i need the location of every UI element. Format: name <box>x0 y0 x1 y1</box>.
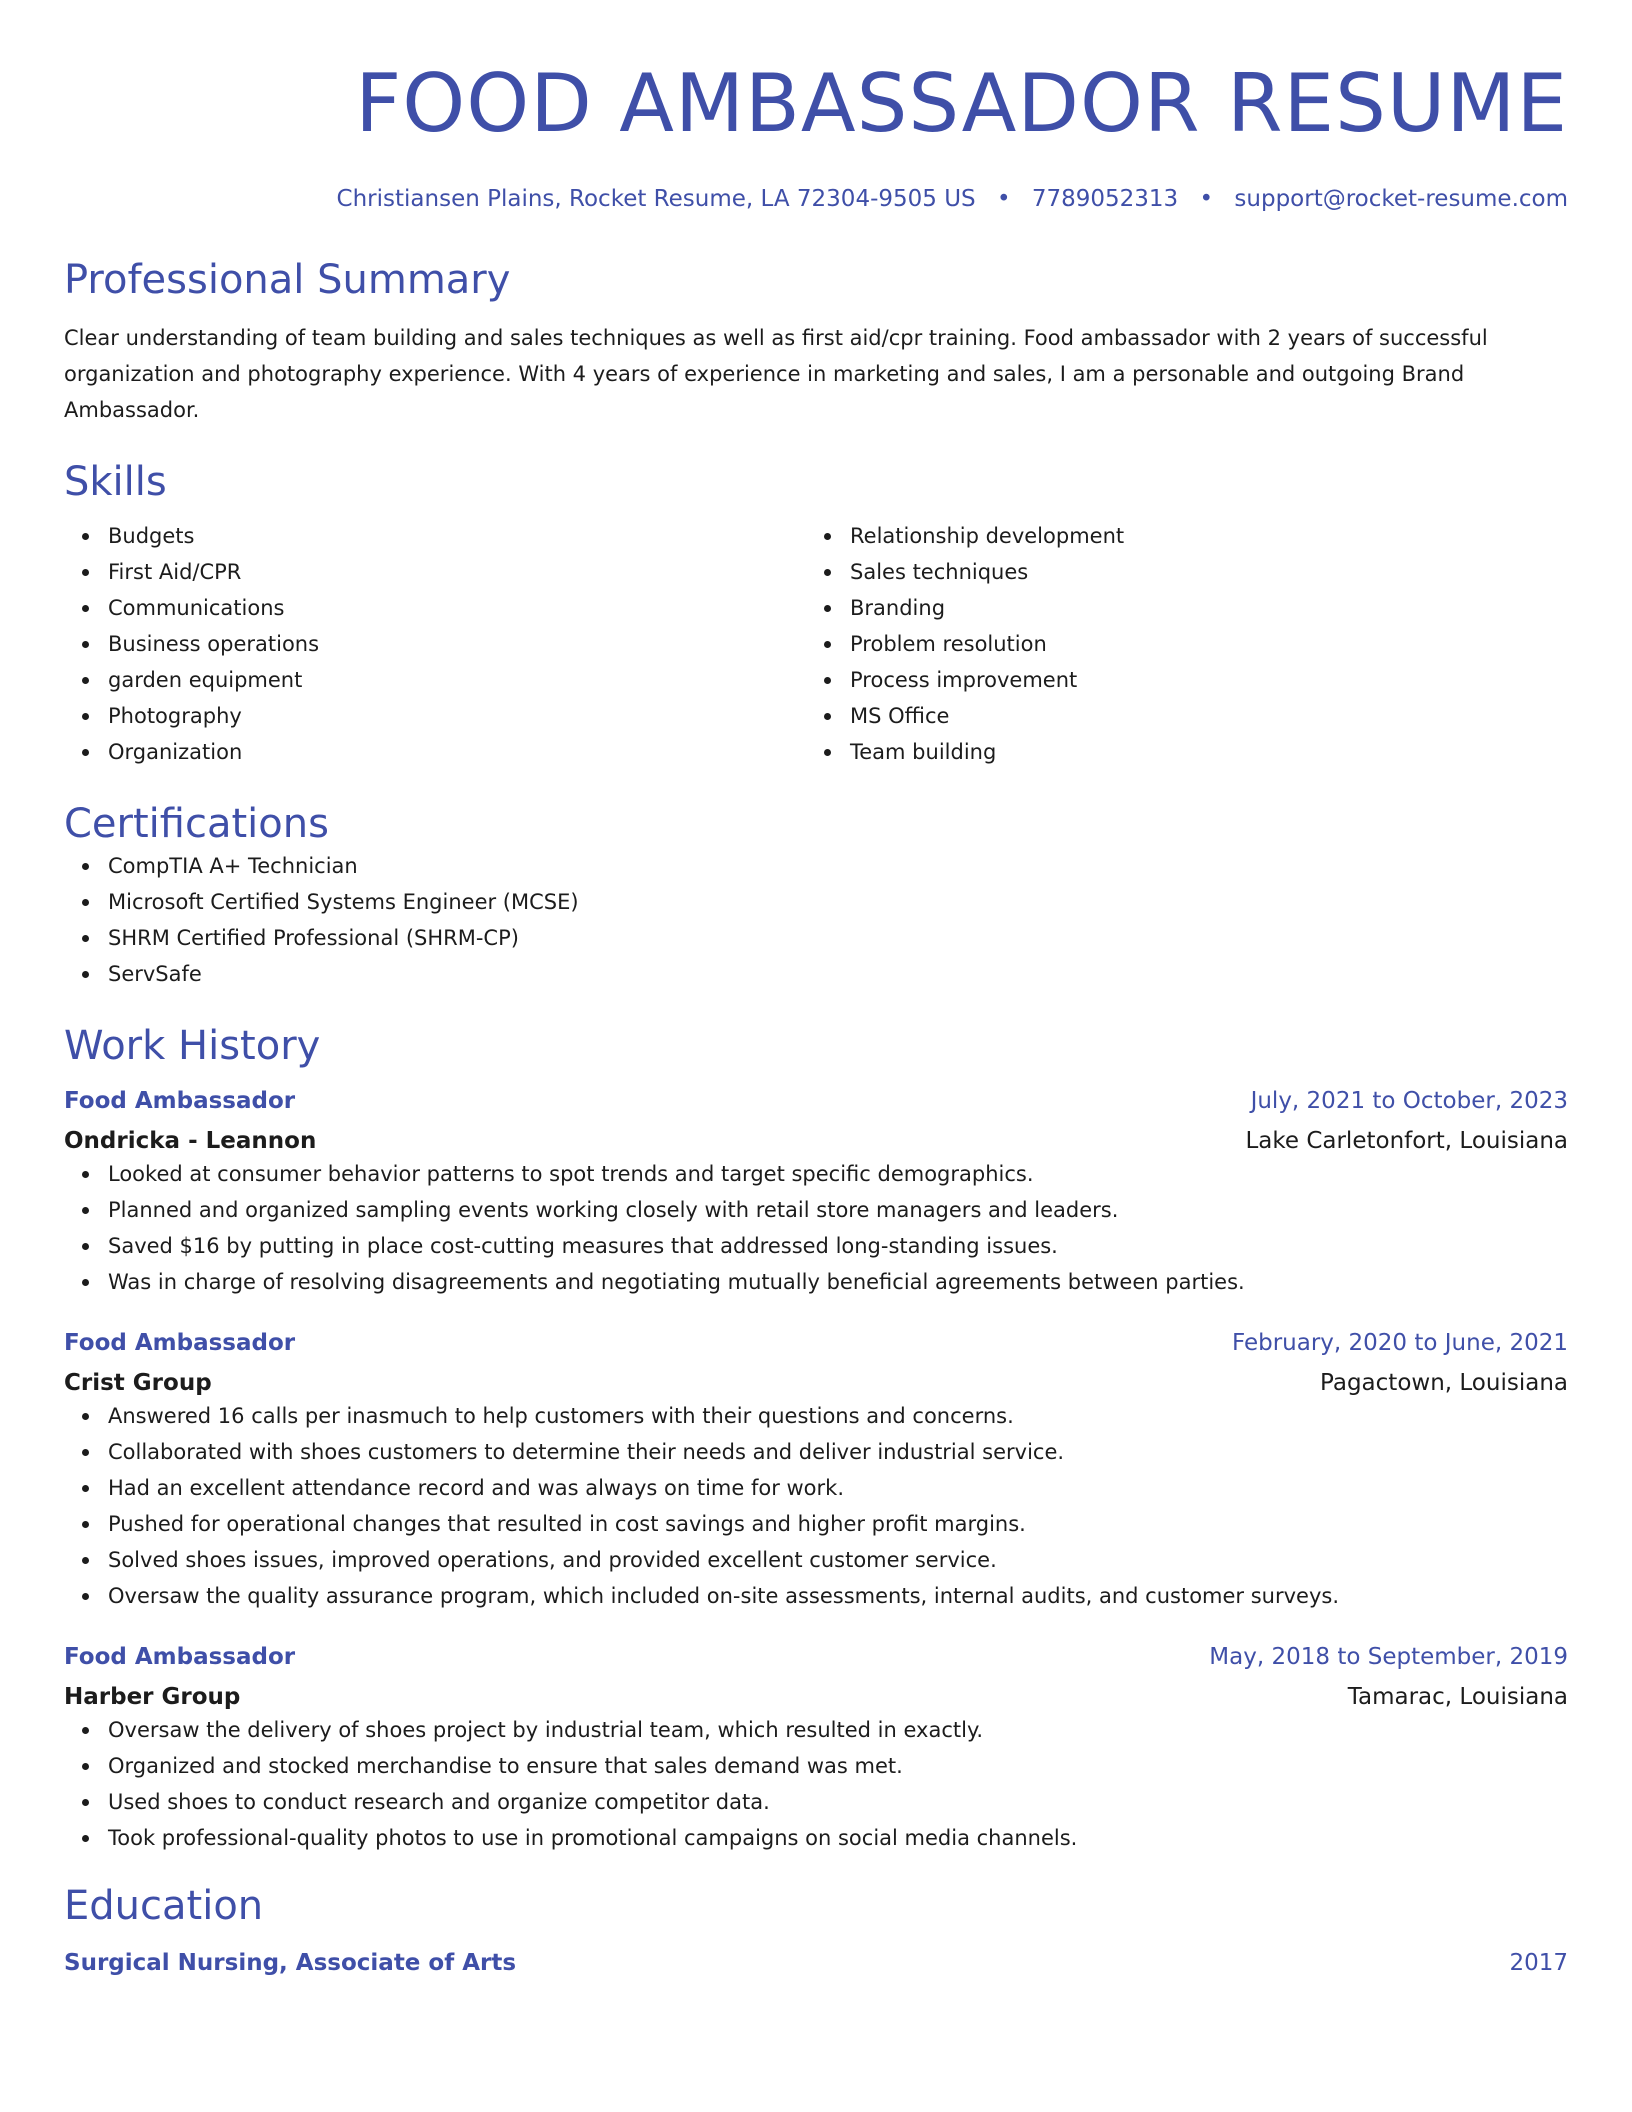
job-bullet: Oversaw the delivery of shoes project by industrial team, which resulted in exactly. <box>64 1712 1568 1748</box>
skill-item: MS Office <box>806 698 1548 734</box>
job-company-row <box>64 1358 1568 1398</box>
skill-item: Budgets <box>64 518 806 554</box>
job-location: Tamarac, Louisiana <box>1347 1684 1568 1710</box>
job-bullet: Had an excellent attendance record and was always on time for work. <box>64 1470 1568 1506</box>
education-heading: Education <box>64 1883 264 1929</box>
contact-separator: • <box>1199 186 1214 212</box>
job-bullets <box>64 1712 1568 1856</box>
job-dates: May, 2018 to September, 2019 <box>1209 1644 1568 1670</box>
job-dates: July, 2021 to October, 2023 <box>1250 1088 1568 1114</box>
job-bullet: Saved $16 by putting in place cost-cutting measures that addressed long-standing issues. <box>64 1228 1568 1264</box>
certifications-list <box>64 848 1568 992</box>
job-company: Ondricka - Leannon <box>64 1128 317 1154</box>
job-title: Food Ambassador <box>64 1644 296 1670</box>
certification-item: CompTIA A+ Technician <box>64 848 1568 884</box>
work-history-heading: Work History <box>64 1023 321 1069</box>
job-location: Lake Carletonfort, Louisiana <box>1245 1128 1568 1154</box>
skill-item: Organization <box>64 734 806 770</box>
skills-right-list <box>806 518 1548 770</box>
job-company: Crist Group <box>64 1370 212 1396</box>
job-dates: February, 2020 to June, 2021 <box>1231 1330 1568 1356</box>
skill-item: Communications <box>64 590 806 626</box>
summary-heading: Professional Summary <box>64 257 511 303</box>
job-entry <box>64 1642 1568 1856</box>
contact-line <box>64 184 1568 214</box>
job-bullet: Looked at consumer behavior patterns to spot trends and target specific demographics. <box>64 1156 1568 1192</box>
job-bullet: Pushed for operational changes that resulted in cost savings and higher profit margins. <box>64 1506 1568 1542</box>
skill-item: Business operations <box>64 626 806 662</box>
job-company-row <box>64 1116 1568 1156</box>
job-title-row <box>64 1086 1568 1116</box>
job-bullet: Planned and organized sampling events working closely with retail store managers and leaders. <box>64 1192 1568 1228</box>
skills-columns <box>64 518 1568 770</box>
job-bullet: Collaborated with shoes customers to determine their needs and deliver industrial service. <box>64 1434 1568 1470</box>
job-bullets <box>64 1156 1568 1300</box>
education-degree: Surgical Nursing, Associate of Arts <box>64 1950 517 1976</box>
education-year: 2017 <box>1509 1950 1568 1976</box>
skills-left-list <box>64 518 806 770</box>
skill-item: garden equipment <box>64 662 806 698</box>
job-bullet: Used shoes to conduct research and organize competitor data. <box>64 1784 1568 1820</box>
resume-page <box>64 0 1568 1978</box>
job-bullet: Solved shoes issues, improved operations, and provided excellent customer service. <box>64 1542 1568 1578</box>
skill-item: Branding <box>806 590 1548 626</box>
skill-item: Team building <box>806 734 1548 770</box>
skill-item: Process improvement <box>806 662 1548 698</box>
certification-item: ServSafe <box>64 956 1568 992</box>
job-entry <box>64 1086 1568 1300</box>
contact-separator: • <box>996 186 1011 212</box>
job-location: Pagactown, Louisiana <box>1320 1370 1568 1396</box>
certification-item: SHRM Certified Professional (SHRM-CP) <box>64 920 1568 956</box>
skill-item: Problem resolution <box>806 626 1548 662</box>
job-bullet: Took professional-quality photos to use in promotional campaigns on social media channels. <box>64 1820 1568 1856</box>
job-bullet: Organized and stocked merchandise to ensure that sales demand was met. <box>64 1748 1568 1784</box>
job-title: Food Ambassador <box>64 1330 296 1356</box>
job-title: Food Ambassador <box>64 1088 296 1114</box>
job-company: Harber Group <box>64 1684 241 1710</box>
certifications-heading: Certifications <box>64 801 329 847</box>
job-bullet: Answered 16 calls per inasmuch to help customers with their questions and concerns. <box>64 1398 1568 1434</box>
resume-title: FOOD AMBASSADOR RESUME <box>355 57 1568 150</box>
job-entry <box>64 1328 1568 1614</box>
job-bullet: Was in charge of resolving disagreements and negotiating mutually beneficial agreements between parties. <box>64 1264 1568 1300</box>
resume-header <box>64 0 1568 214</box>
contact-email[interactable]: support@rocket-resume.com <box>1234 186 1568 212</box>
skill-item: First Aid/CPR <box>64 554 806 590</box>
certification-item: Microsoft Certified Systems Engineer (MCSE) <box>64 884 1568 920</box>
job-bullets <box>64 1398 1568 1614</box>
skill-item: Photography <box>64 698 806 734</box>
job-title-row <box>64 1328 1568 1358</box>
contact-phone: 7789052313 <box>1031 186 1179 212</box>
education-entry <box>64 1948 1568 1978</box>
contact-address: Christiansen Plains, Rocket Resume, LA 72304-9505 US <box>336 186 976 212</box>
skill-item: Sales techniques <box>806 554 1548 590</box>
skill-item: Relationship development <box>806 518 1548 554</box>
job-bullet: Oversaw the quality assurance program, which included on-site assessments, internal audits, and customer surveys. <box>64 1578 1568 1614</box>
job-title-row <box>64 1642 1568 1672</box>
summary-text: Clear understanding of team building and sales techniques as well as first aid/cpr training. Food ambassador with 2 years of successful organization and photography experience. With 4 years of experience in marketing and sales, I am a personable and outgoing Brand Ambassador. <box>64 326 1488 422</box>
job-company-row <box>64 1672 1568 1712</box>
skills-heading: Skills <box>64 459 167 505</box>
